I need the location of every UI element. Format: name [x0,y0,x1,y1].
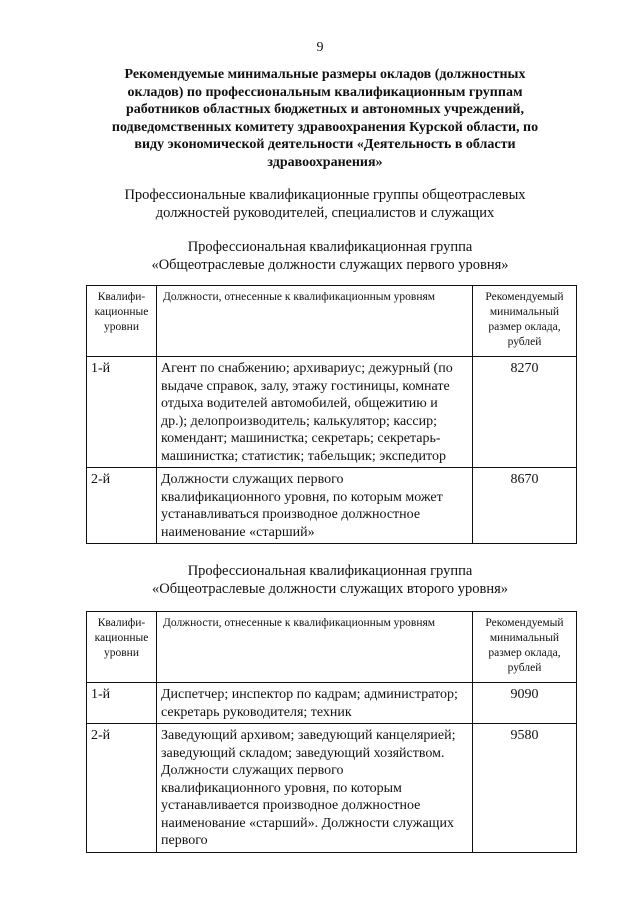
title-line: здравоохранения» [267,154,383,170]
title-line: Рекомендуемые минимальные размеры окладов (должностных [124,67,526,82]
salary-cell: 8270 [473,357,577,468]
title-line: виду экономической деятельности «Деятельность в области [134,137,516,152]
group-2-table [86,611,577,853]
header-salary: Рекомендуемый минимальный размер оклада, рублей [473,286,577,357]
table-header-row [87,286,577,357]
group-title-line: Профессиональная квалификационная группа [187,563,473,579]
positions-cell: Заведующий архивом; заведующий канцелярией; заведующий складом; заведующий хозяйством. Должности служащих первого квалификационного уровня, по которым устанавливается производное должностное наименование «старший». Должности служащих первого [157,724,473,853]
positions-cell: Агент по снабжению; архивариус; дежурный (по выдаче справок, залу, этажу гостиницы, комнате отдыха водителей автомобилей, общежитию и др.); делопроизводитель; калькулятор; кассир; комендант; машинистка; секретарь; секретарь-машинистка; статистик; табельщик; экспедитор [157,357,473,468]
salary-cell: 9580 [473,724,577,853]
title-line: подведомственных комитету здравоохранения Курской области, по [111,119,539,135]
salary-cell: 8670 [473,468,577,544]
group-1-table [86,285,577,544]
table-row [87,357,577,468]
subtitle-line: Профессиональные квалификационные группы общеотраслевых [124,187,526,203]
header-level: Квалифи-кационные уровни [87,286,157,357]
positions-cell: Диспетчер; инспектор по кадрам; администратор; секретарь руководителя; техник [157,683,473,724]
group-title-line: Профессиональная квалификационная группа [187,239,473,255]
subtitle-line: должностей руководителей, специалистов и служащих [155,205,495,221]
level-cell: 2-й [87,468,157,544]
group-title-line: «Общеотраслевые должности служащих второго уровня» [151,581,509,597]
salary-cell: 9090 [473,683,577,724]
table-row [87,468,577,544]
group-2-title [80,562,580,598]
header-positions: Должности, отнесенные к квалификационным уровням [157,286,473,357]
level-cell: 1-й [87,357,157,468]
document-title [100,66,550,171]
title-line: работников областных бюджетных и автономных учреждений, [126,102,524,117]
level-cell: 2-й [87,724,157,853]
table-row [87,724,577,853]
group-1-title [80,238,580,274]
header-salary: Рекомендуемый минимальный размер оклада, рублей [473,612,577,683]
positions-cell: Должности служащих первого квалификационного уровня, по которым может устанавливаться производное должностное наименование «старший» [157,468,473,544]
group-title-line: «Общеотраслевые должности служащих первого уровня» [151,257,509,273]
title-line: окладов) по профессиональным квалификационным группам [127,84,523,100]
header-level: Квалифи-кационные уровни [87,612,157,683]
header-positions: Должности, отнесенные к квалификационным уровням [157,612,473,683]
page-number: 9 [316,40,324,55]
table-row [87,683,577,724]
level-cell: 1-й [87,683,157,724]
section-subtitle [80,186,570,222]
table-header-row [87,612,577,683]
